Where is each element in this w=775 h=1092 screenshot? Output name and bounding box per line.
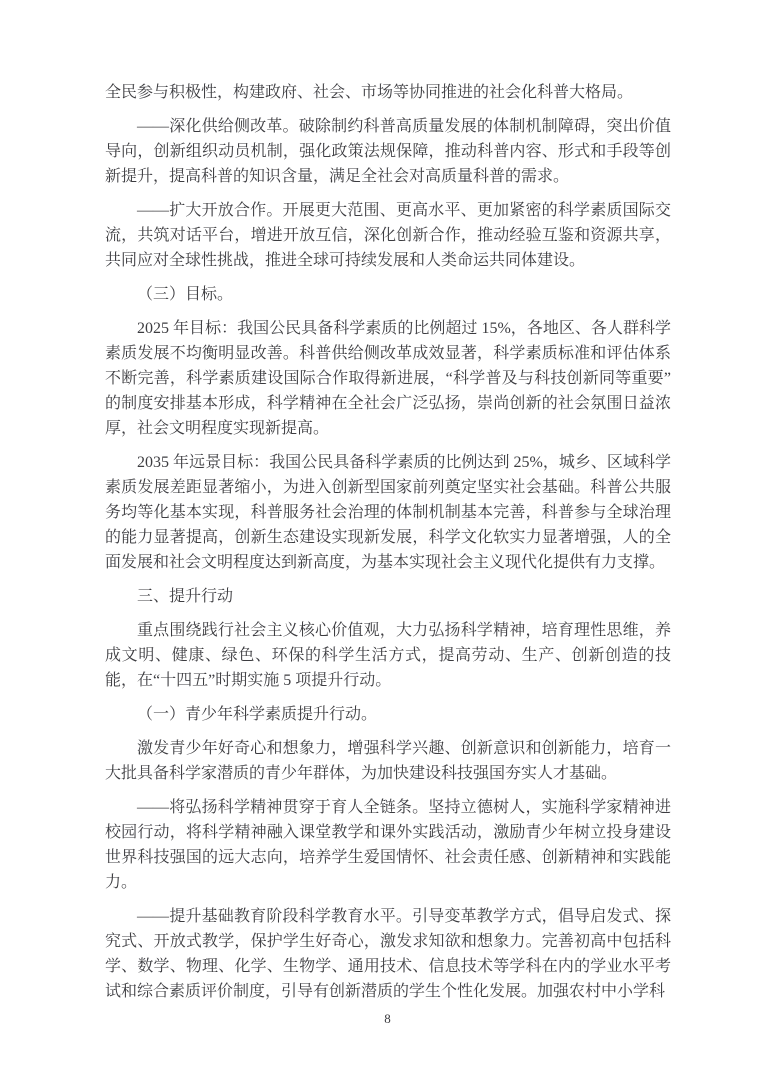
paragraph: 2025 年目标：我国公民具备科学素质的比例超过 15%，各地区、各人群科学素质发展不均衡明显改善。科普供给侧改革成效显著，科学素质标准和评估体系不断完善，科学素质建设国际合作取得新进展，“科学普及与科技创新同等重要”的制度安排基本形成，科学精神在全社会广泛弘扬，崇尚创新的社会氛围日益浓厚，社会文明程度实现新提高。 (105, 320, 671, 437)
document-body (105, 80, 671, 1004)
paragraph: 激发青少年好奇心和想象力，增强科学兴趣、创新意识和创新能力，培育一大批具备科学家潜质的青少年群体，为加快建设科技强国夯实人才基础。 (105, 740, 671, 782)
paragraph: （三）目标。 (137, 286, 234, 303)
paragraph: 重点围绕践行社会主义核心价值观，大力弘扬科学精神，培育理性思维，养成文明、健康、绿色、环保的科学生活方式，提高劳动、生产、创新创造的技能，在“十四五”时期实施 5 项提升行动。 (105, 622, 671, 689)
paragraph: ——扩大开放合作。开展更大范围、更高水平、更加紧密的科学素质国际交流，共筑对话平台，增进开放互信，深化创新合作，推动经验互鉴和资源共享，共同应对全球性挑战，推进全球可持续发展和人类命运共同体建设。 (105, 202, 671, 269)
paragraph: 2035 年远景目标：我国公民具备科学素质的比例达到 25%，城乡、区域科学素质发展差距显著缩小，为进入创新型国家前列奠定坚实社会基础。科普公共服务均等化基本实现，科普服务社会治理的体制机制基本完善，科普参与全球治理的能力显著提高，创新生态建设实现新发展，科学文化软实力显著增强，人的全面发展和社会文明程度达到新高度，为基本实现社会主义现代化提供有力支撑。 (105, 454, 671, 571)
page-number: 8 (384, 1011, 391, 1026)
paragraph: 全民参与积极性，构建政府、社会、市场等协同推进的社会化科普大格局。 (105, 84, 634, 101)
paragraph: 三、提升行动 (137, 588, 234, 605)
paragraph: ——提升基础教育阶段科学教育水平。引导变革教学方式，倡导启发式、探究式、开放式教学，保护学生好奇心，激发求知欲和想象力。完善初高中包括科学、数学、物理、化学、生物学、通用技术、信息技术等学科在内的学业水平考试和综合素质评价制度，引导有创新潜质的学生个性化发展。加强农村中小学科 (105, 908, 671, 1000)
paragraph: ——将弘扬科学精神贯穿于育人全链条。坚持立德树人，实施科学家精神进校园行动，将科学精神融入课堂教学和课外实践活动，激励青少年树立投身建设世界科技强国的远大志向，培养学生爱国情怀、社会责任感、创新精神和实践能力。 (105, 799, 671, 891)
paragraph: （一）青少年科学素质提升行动。 (137, 706, 378, 723)
paragraph: ——深化供给侧改革。破除制约科普高质量发展的体制机制障碍，突出价值导向，创新组织动员机制，强化政策法规保障，推动科普内容、形式和手段等创新提升，提高科普的知识含量，满足全社会对高质量科普的需求。 (105, 118, 671, 185)
